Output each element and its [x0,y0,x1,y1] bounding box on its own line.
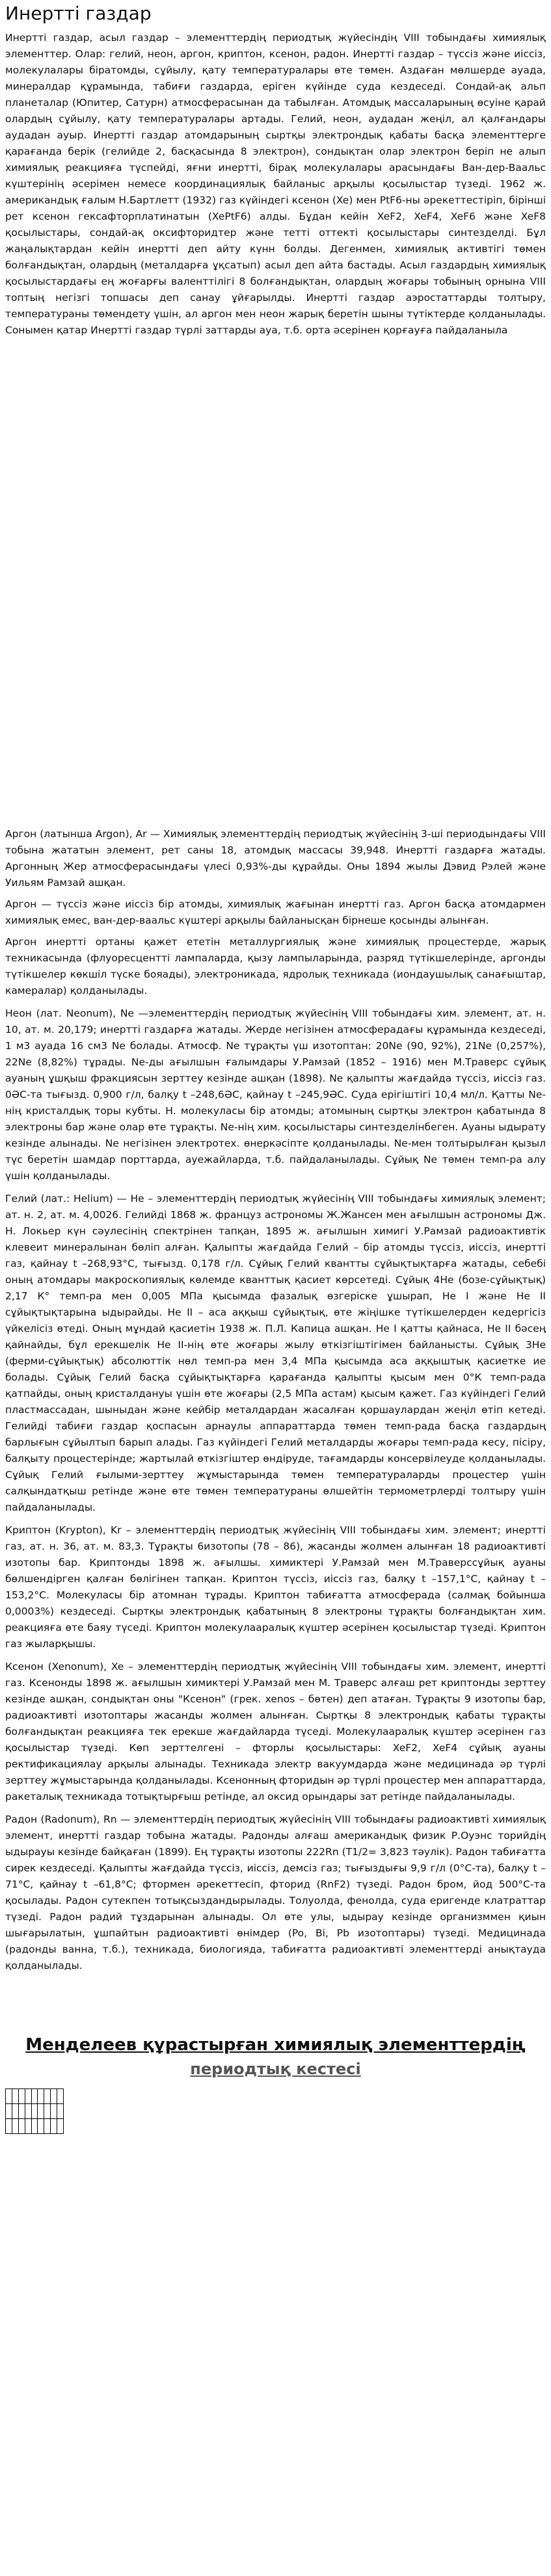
image-space [5,339,546,820]
table-cell [18,2119,25,2134]
table-cell [57,2119,64,2134]
table-cell [12,2119,18,2134]
table-cell [31,2119,38,2134]
table-cell [12,2089,18,2104]
table-cell [6,2119,12,2134]
table-cell [51,2104,57,2119]
table-cell [18,2089,25,2104]
table-cell [25,2119,31,2134]
table-cell [38,2104,44,2119]
table-cell [31,2104,38,2119]
periodic-table-subtitle[interactable]: периодтық кестесі [190,2060,361,2078]
neon-paragraph: Неон (лат. Neonum), Ne —элементтердің периодтық жүйесінің VIII тобындағы хим. элемент, ат. н. 10, ат. м. 20,179; инертті газдарға жатады. Жерде негізінен атмосферадағы құрамында кездеседі, 1 м3 ауада 16 см3 Ne болады. Атмосф. Ne тұрақты үш изотоптан: 20Ne (90, 92%), 21Ne (0,257%), 22Ne (8,82%) тұрады. Ne-ды ағылшын ғалымдары У.Рамзай (1852 – 1916) мен М.Траверс сұйық ауаның ұшқыш фракциясын зерттеу кезінде ашқан (1898). Ne қалыпты жағдайда түссіз, иіссіз газ. 0ӘС-та тығызд. 0,900 г/л, балқу t –248,6ӘС, қайнау t –245,9ӘС. Суда ерігіштігі 10,4 мл/л. Қатты Ne-нің кристалдық торы кубты. Н. молекуласы бір атомды; атомының сыртқы электрон қабатында 8 электроны бар және олар өте тұрақты. Ne-нің хим. қосылыстары синтезделінбеген. Ауаны ыдырату кезінде алынады. Ne негізінен электротех. өнеркәсіпте қолданылады. Ne-мен толтырылған қызыл түс беретін шамдар порттарда, ауежайларда, т.б. пайдаланылады. Сұйық Ne төмен темп-ра алу үшін қолданылады. [5,1008,546,1182]
krypton-paragraph: Криптон (Krypton), Kr – элементтердің периодтық жүйесінің VIII тобындағы хим. элемент; инертті газ, ат. н. 36, ат. м. 83,3. Тұрақты 6изотопы (78 – 86), жасанды жолмен алынған 18 радиоактивті изотопы бар. Криптонды 1898 ж. ағылшы. химиктері У.Рамзай мен М.Траверссұйық ауаны бөлшендірген қалған бөлігінен тапқан. Криптон түссіз, иіссіз газ, балқу t –157,1°С, қайнау t –153,2°С. Молекуласы бір атомнан тұрады. Криптон табиғатта атмосферада (салмақ бойынша 0,0003%) кездеседі. Сыртқы электрондық қабатының 8 электроны тұрақты болғандықтан хим. реакцияға өте баяу түседі. Криптон молекулааралық күштер әсерінен қосылыстар түзеді. Криптон газ жыларқышы. [5,1524,546,1650]
table-cell [44,2119,51,2134]
table-cell [25,2104,31,2119]
periodic-table [5,2088,64,2134]
table-cell [38,2119,44,2134]
table-cell [51,2119,57,2134]
table-cell [44,2104,51,2119]
page-title: Инертті газдар [5,3,152,24]
table-cell [6,2104,12,2119]
xenon-paragraph: Ксенон (Xenonum), Xe – элементтердің периодтық жүйесінің VIII тобындағы хим. элемент, инертті газ. Ксенонды 1898 ж. ағылшын химиктері У.Рамзай мен М. Траверс алғаш рет криптонды зерттеу кезінде ашқан, сондықтан оны "Ксенон" (грек. xenos – бөтен) деп атаған. Тұрақты 9 изотопы бар, радиоактивті изотоптары жасанды жолмен алынған. Сыртқы 8 электрондық қабаты тұрақты болғандықтан реакцияға тек ерекше жағдайларда түседі. Молекулааралық күштер әсерінен газ қосылыстар түзеді. Көп зерттелгені – фторлы қосылыстары: XeF2, XeF4 сұйық ауаны ректификациялау арқылы алынады. Техникада электр вакуумдарда және медицинада әр түрлі зерттеу жұмыстарында қолданылады. Ксенонның фторидын әр түрлі процестер мен аппараттарда, ракеталық техникада тотықтырғыш ретінде, ал оксид орындары зат ретінде пайдаланылады. [5,1661,546,1802]
table-cell [57,2104,64,2119]
table-cell [12,2104,18,2119]
table-cell [31,2089,38,2104]
argon-paragraph-3: Аргон инертті ортаны қажет ететін металлургиялық және химиялық процестерде, жарық техникасында (флуоресценттi лампаларда, қызу лампыларында, разряд түтікшелерінде, аргонды түтікшелер көкшіл түске бояады), электроникада, ядролық техникада (иондаушылық санағыштар, камералар) қолданылады. [5,936,546,996]
table-cell [51,2089,57,2104]
table-cell [44,2089,51,2104]
radon-paragraph: Радон (Radonum), Rn — элементтердің периодтық жүйесінің VIII тобындағы радиоактивті химиялық элемент, инертті газдар тобына жатады. Радонды алғаш американдық физик Р.Оуэнс торийдің ыдырауы кезінде байқаған (1899). Ең тұрақты изотопы 222Rn (T1/2= 3,823 тәулік). Радон табиғатта сирек кездеседі. Қалыпты жағдайда түссіз, иіссіз, демсіз газ; тығыздығы 9,9 г/л (0°С-та), балқу t –71°С, қайнау t –61,8°С; фтормен әрекеттесіп, фторид (RnF2) түзеді. Радон бром, йод 500°С-та қосылады. Радон сутекпен тотықсыздандырылады. Толуолда, фенолда, суда еригенде клатраттар түзеді. Радон радий тұздарынан алынады. Ол өте улы, ыдырау кезінде организммен қиын шығарылатын, ұшпайтын радиоактивті өнімдер (Po, Bi, Pb изотоптары) түзеді. Медицинада (радонды ванна, т.б.), техникада, биологияда, табиғатта радиоактивті элементтерді анықтауда қолданылады. [5,1814,546,1971]
helium-paragraph: Гелий (лат.: Helium) — He – элементтердің периодтық жүйесінің VIII тобындағы химиялық элемент; ат. н. 2, ат. м. 4,0026. Гелийді 1868 ж. француз астрономы Ж.Жансен мен ағылшын астрономы Дж. Н. Локьер күн сәулесінің спектрінен тапқан, 1895 ж. ағылшын химигі У.Рамзай радиоактивтік клевеит минералынан бөліп алған. Қалыпты жағдайда Гелий – бір атомды түссіз, иіссіз, инертті газ, қайнау t –268,93°С, тығызд. 0,178 г/л. Сұйық Гелий квантты сұйықтықтарға жатады, себебі оның атомдары макроскопиялық көлемде кванттық қасиет көрсетеді. Сұйық 4He (бозе-сұйықтық) 2,17 К° темп-ра мен 0,005 МПа қысымда фазалық өзгеріске ұшырап, Не I және Не II сұйықтықтарына ыдырайды. Не II – аса аққыш сұйықтық, өте жіңішке түтікшелерден кедергісіз үйкелісіз өтеді. Оның мұндай қасиетін 1938 ж. П.Л. Капица ашқан. Не I қатты қайнаса, Не II бәсең қайнайды, бұл ерекшелік Не II-нің өте жоғары жылу өткізгіштігімен байланысты. Сұйық 3He (ферми-сұйықтық) абсолюттік нөл темп-ра мен 3,4 МПа қысымда аса аққыштық қасиетке ие болады. Сұйық Гелий басқа сұйықтықтарға қарағанда қалыпты қысым мен 0°К темп-рада қатпайды, оның кристалдануы үшін өте жоғары (2,5 МПа астам) қысым қажет. Газ күйіндегі Гелий пластмассадан, шыныдан және кейбір металдардан жасалған қоршаулардан жеңіл өтіп кетеді. Гелийді табиғи газдар қоспасын арнаулы аппараттарда төмен темп-рада басқа газдардың барлығын сұйылтып барып алады. Газ күйіндегі Гелий металдарды жоғары темп-рада кесу, пісіру, балқыту процестерінде; жартылай өткізгіштер өндіруде, тағамдарды консервілеуде қолданылады. Сұйық Гелий ғылыми-зерттеу жұмыстарында төмен температураларды процестер үшін салқындатқыш ретінде және өте төмен температураны өлшейтін термометрлерді толтыру үшін пайдаланылады. [5,1193,546,1513]
table-cell [25,2089,31,2104]
periodic-table-title[interactable]: Менделеев құрастырған химиялық элементтердің [25,2035,526,2055]
table-cell [38,2089,44,2104]
intro-paragraph: Инертті газдар, асыл газдар – элементтердің периодтық жүйесіндің VIII тобындағы химиялық элементтер. Олар: гелий, неон, аргон, криптон, ксенон, радон. Инертті газдар – түссіз және иіссіз, молекулалары біратомды, сұйылу, қату температуралары өте төмен. Аздаған мөлшерде ауада, минералдар құрамында, табиғи газдарда, еріген күйінде суда кездеседі. Сондай-ақ альп планеталар (Юпитер, Сатурн) атмосферасынан да табылған. Атомдық массаларының өсуіне қарай олардың сұйылу, қату температуралары артады. Гелий, неон, аудадан жеңіл, ал қалғандары аудадан ауыр. Инертті газдар атомдарының сыртқы электрондық қабаты басқа элементтерге қарағанда берік (гелийде 2, басқасында 8 электрон), сондықтан олар электрон беріп не алып химиялық реакцияға түспейді, яғни инертті, бірақ молекулалары арасындағы Ван-дер-Ваальс күштерінің әсерімен немесе координациялық байланыс арқылы қосылыстар түзеді. 1962 ж. американдық ғалым Н.Бартлетт (1932) газ күйіндегі ксенон (Xe) мен PtF6-ны әрекеттестіріп, бірінші рет ксенон гексафторплатинатын (XePtF6) алды. Бұдан кейін XeF2, XeF4, XeF6 және XeF8 қосылыстары, сондай-ақ оксифторидтер және тетті оттекті қосылыстары синтезделді. Бұл жаңалықтардан кейін инертті деп айту күнн болды. Дегенмен, химиялық активтігі төмен болғандықтан, олардың (металдарға ұқсатып) асыл деп айта бастады. Асыл газдардың химиялық қосылыстардағы ең жоғарғы валенттілігі 8 болғандықтан, олардың жоғары тобының орнына VIII топтың негізгі топшасы деп санау ұйғарылды. Инертті газдар аэростаттарды толтыру, температураны төмендету үшін, ал аргон мен неон жарық беретін шыны түтіктерде қолданылады. Сонымен қатар Инертті газдар түрлі заттарды ауа, т.б. орта әсерінен қорғауға пайдаланыла [5,32,546,336]
argon-paragraph: Аргон (латынша Argon), Ar — Химиялық элементтердің периодтық жүйесінің 3-ші периодындағы VIII тобына жататын элемент, рет саны 18, атомдық массасы 39,948. Инертті газдарға жатады. Аргонның Жер атмосферасындағы үлесі 0,93%-ды құрайды. Оны 1894 жылы Дэвид Рэлей және Уильям Рамзай ашқан. [5,828,546,889]
table-cell [6,2089,12,2104]
table-cell [18,2104,25,2119]
spacer [5,1974,546,2013]
table-cell [57,2089,64,2104]
argon-paragraph-2: Аргон — түссіз және иіссіз бір атомды, химиялық жағынан инертті газ. Аргон басқа атомдармен химиялық емес, ван-дер-ваальс күштері арқылы байланысқан бірнеше қосынды алынған. [5,898,546,926]
